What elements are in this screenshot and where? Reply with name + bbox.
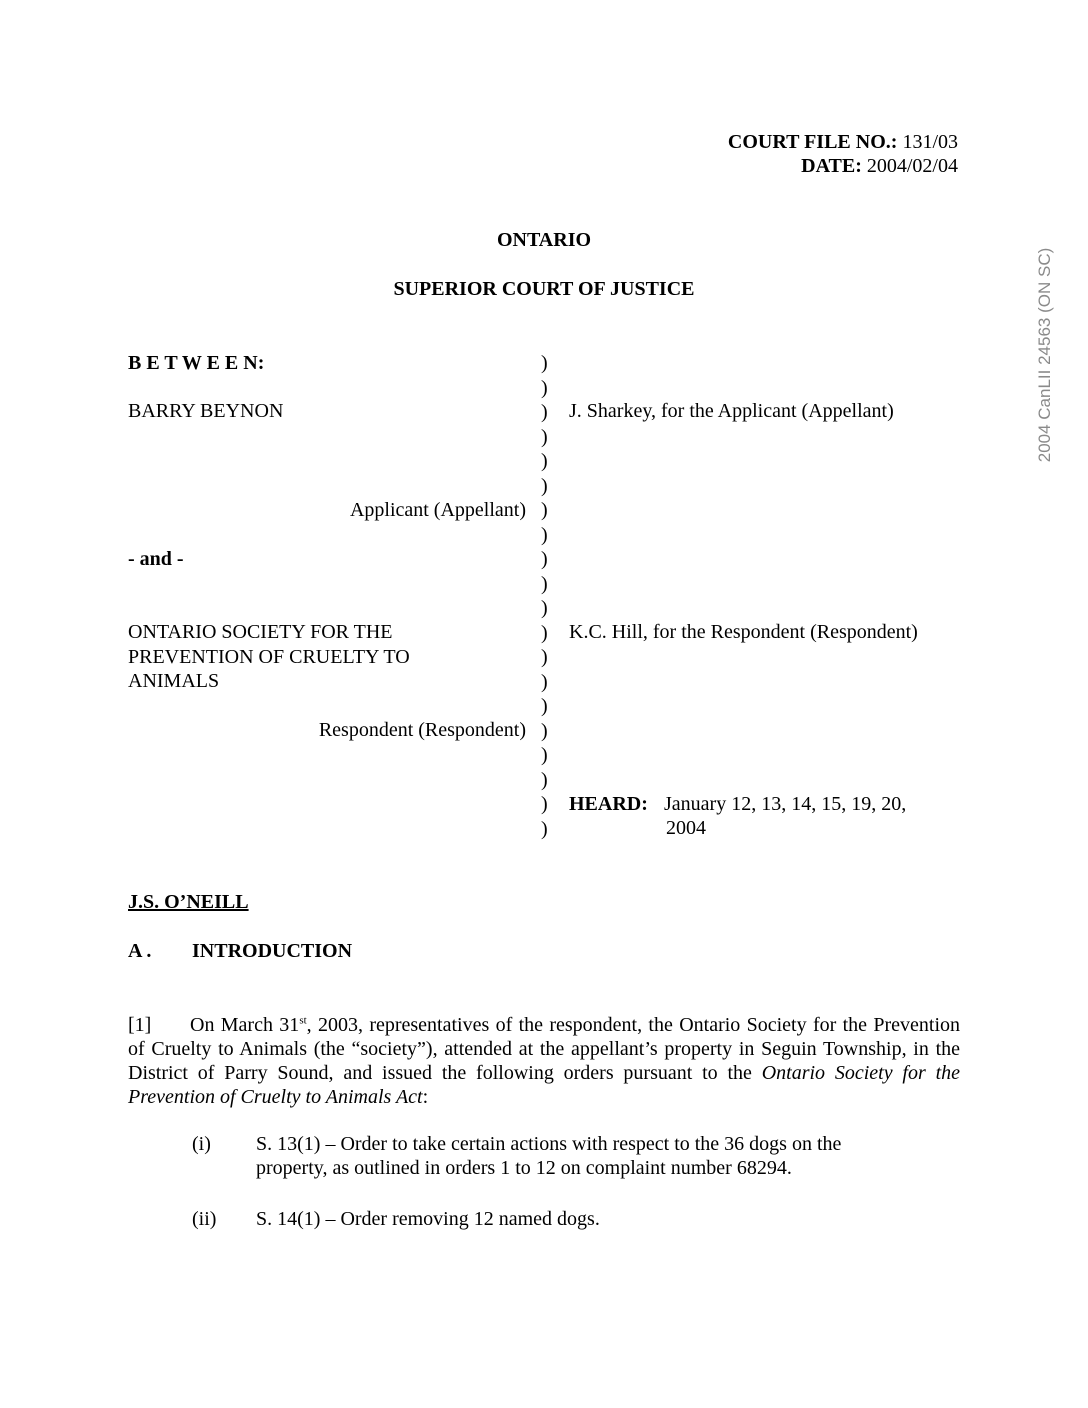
list-item-text: S. 14(1) – Order removing 12 named dogs. bbox=[256, 1208, 600, 1230]
paren-glyph: ) bbox=[541, 523, 548, 546]
date-value: 2004/02/04 bbox=[866, 155, 958, 177]
court-title: SUPERIOR COURT OF JUSTICE bbox=[393, 278, 695, 300]
paren-glyph: ) bbox=[541, 793, 548, 815]
paren-glyph: ) bbox=[541, 572, 548, 595]
respondent-name-line-3: ANIMALS bbox=[128, 670, 220, 692]
list-marker: (ii) bbox=[192, 1208, 217, 1230]
paren-glyph: ) bbox=[541, 817, 548, 840]
date-label: DATE: bbox=[801, 155, 862, 177]
section-heading: INTRODUCTION bbox=[192, 940, 353, 962]
list-item-text: S. 13(1) – Order to take certain actions with respect to the 36 dogs on the property, as outlined in orders 1 to 12 on complaint number 68294. bbox=[256, 1133, 842, 1179]
act-name: Ontario Society for the Prevention of Cruelty to Animals Act bbox=[128, 1062, 960, 1108]
paren-glyph: ) bbox=[541, 548, 548, 570]
paren-glyph: ) bbox=[541, 670, 548, 693]
heard-label: HEARD: bbox=[569, 793, 648, 815]
paren-glyph: ) bbox=[541, 695, 548, 717]
paragraph-1 bbox=[128, 1013, 960, 1109]
paragraph-text: : bbox=[422, 1086, 429, 1108]
paren-glyph: ) bbox=[541, 621, 548, 644]
citation-watermark: 2004 CanLII 24563 (ON SC) bbox=[1035, 247, 1054, 463]
paren-glyph: ) bbox=[541, 450, 548, 472]
heard-dates-line-1: January 12, 13, 14, 15, 19, 20, bbox=[664, 793, 907, 815]
paren-glyph: ) bbox=[541, 768, 548, 791]
paren-glyph: ) bbox=[541, 646, 548, 668]
paren-glyph: ) bbox=[541, 401, 548, 423]
respondent-counsel: K.C. Hill, for the Respondent (Respondent) bbox=[569, 621, 918, 643]
paragraph-text: , 2003, representatives of the respondent, the Ontario Society for the Prevention of Cruelty to Animals (the “society”), attended at the appellant’s property in Seguin Township, in the District of Parry Sound, and issued the following orders pursuant to the bbox=[128, 1014, 961, 1084]
paren-glyph: ) bbox=[541, 474, 548, 497]
paren-glyph: ) bbox=[541, 376, 548, 399]
applicant-name: BARRY BEYNON bbox=[128, 400, 284, 422]
paren-glyph: ) bbox=[541, 352, 548, 374]
paren-glyph: ) bbox=[541, 499, 548, 521]
and-separator: - and - bbox=[128, 548, 184, 570]
ordinal-superscript: st bbox=[299, 1014, 307, 1027]
court-file-value: 131/03 bbox=[902, 131, 958, 153]
paren-glyph: ) bbox=[541, 425, 548, 448]
list-marker: (i) bbox=[192, 1133, 211, 1155]
jurisdiction-title: ONTARIO bbox=[496, 229, 592, 251]
paren-glyph: ) bbox=[541, 744, 548, 766]
paragraph-number: [1] bbox=[128, 1014, 152, 1036]
court-file-number bbox=[728, 130, 958, 154]
respondent-name-line-2: PREVENTION OF CRUELTY TO bbox=[128, 646, 410, 668]
paren-glyph: ) bbox=[541, 597, 548, 619]
paren-glyph: ) bbox=[541, 719, 548, 742]
respondent-role: Respondent (Respondent) bbox=[318, 719, 526, 741]
decision-date bbox=[801, 154, 958, 178]
section-letter: A . bbox=[128, 940, 152, 962]
applicant-role: Applicant (Appellant) bbox=[349, 499, 526, 521]
paragraph-text: On March 31 bbox=[190, 1014, 300, 1036]
judge-name: J.S. O’NEILL bbox=[128, 891, 249, 913]
court-file-label: COURT FILE NO.: bbox=[727, 131, 898, 153]
between-label: B E T W E E N: bbox=[128, 352, 265, 374]
applicant-counsel: J. Sharkey, for the Applicant (Appellant) bbox=[569, 400, 894, 422]
heard-dates-line-2: 2004 bbox=[666, 817, 706, 839]
parenthesis-column bbox=[541, 351, 555, 841]
respondent-name-line-1: ONTARIO SOCIETY FOR THE bbox=[128, 621, 393, 643]
